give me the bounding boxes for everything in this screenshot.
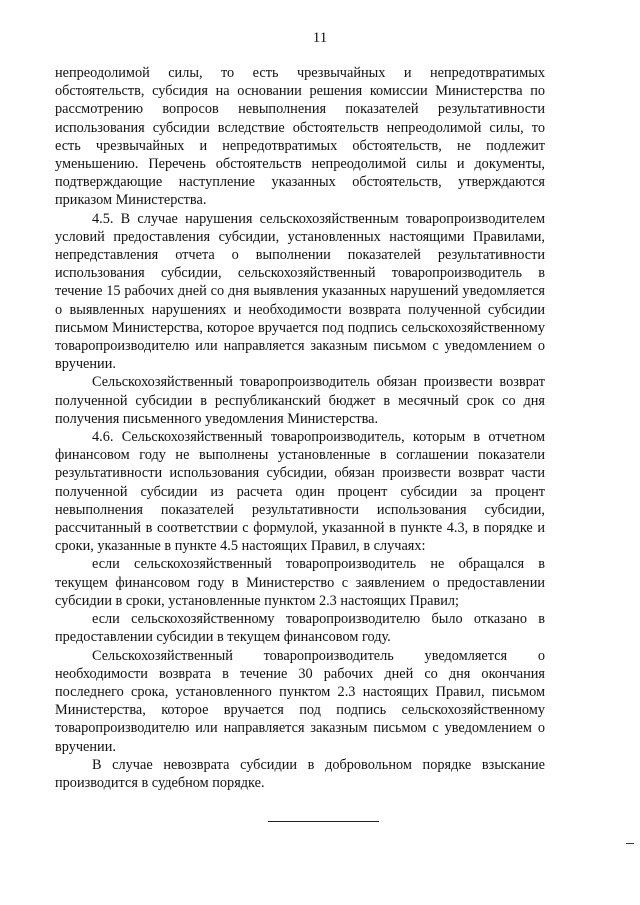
paragraph-case-1: если сельскохозяйственный товаропроизводитель не обращался в текущем финансовом году в Министерство с заявлением о предоставлении субсидии в сроки, установленные пунктом 2.3 настоящих Правил;: [55, 556, 545, 609]
paragraph-4-6: 4.6. Сельскохозяйственный товаропроизводитель, которым в отчетном финансовом году не выполнены установленные в соглашении показатели результативности использования субсидии, обязан произвести возврат части полученной субсидии из расчета один процент субсидии за процент невыполнения показателей результативности использования субсидии, рассчитанный в соответствии с формулой, указанной в пункте 4.3, в порядке и сроки, указанные в пункте 4.5 настоящих Правил, в случаях:: [55, 429, 545, 555]
page-number: 11: [312, 30, 328, 46]
paragraph-4-5: 4.5. В случае нарушения сельскохозяйственным товаропроизводителем условий предоставления субсидии, установленных настоящими Правилами, непредставления отчета о выполнении показателей результативности использования субсидии, сельскохозяйственный товаропроизводитель в течение 15 рабочих дней со дня выявления указанных нарушений уведомляется о выявленных нарушениях и необходимости возврата полученной субсидии письмом Министерства, которое вручается под подпись сельскохозяйственному товаропроизводителю или направляется заказным письмом с уведомлением о вручении.: [55, 210, 545, 373]
document-body: [55, 64, 545, 792]
margin-edge-mark: [626, 843, 634, 844]
paragraph-court: В случае невозврата субсидии в добровольном порядке взыскание производится в судебном порядке.: [55, 756, 545, 791]
closing-divider: [268, 821, 379, 822]
paragraph-4-5-return: Сельскохозяйственный товаропроизводитель обязан произвести возврат полученной субсидии в республиканский бюджет в месячный срок со дня получения письменного уведомления Министерства.: [55, 374, 545, 427]
paragraph-case-2: если сельскохозяйственному товаропроизводителю было отказано в предоставлении субсидии в текущем финансовом году.: [55, 611, 545, 646]
paragraph-notify: Сельскохозяйственный товаропроизводитель уведомляется о необходимости возврата в течение 30 рабочих дней со дня окончания последнего срока, установленного пунктом 2.3 настоящих Правил, письмом Министерства, которое вручается под подпись сельскохозяйственному товаропроизводителю или направляется заказным письмом с уведомлением о вручении.: [55, 647, 545, 755]
paragraph-continuation: непреодолимой силы, то есть чрезвычайных и непредотвратимых обстоятельств, субсидия на основании решения комиссии Министерства по рассмотрению вопросов невыполнения показателей результативности использования субсидии вследствие обстоятельств непреодолимой силы, то есть чрезвычайных и непредотвратимых обстоятельств, не подлежит уменьшению. Перечень обстоятельств непреодолимой силы и документы, подтверждающие наступление указанных обстоятельств, утверждаются приказом Министерства.: [55, 65, 545, 209]
